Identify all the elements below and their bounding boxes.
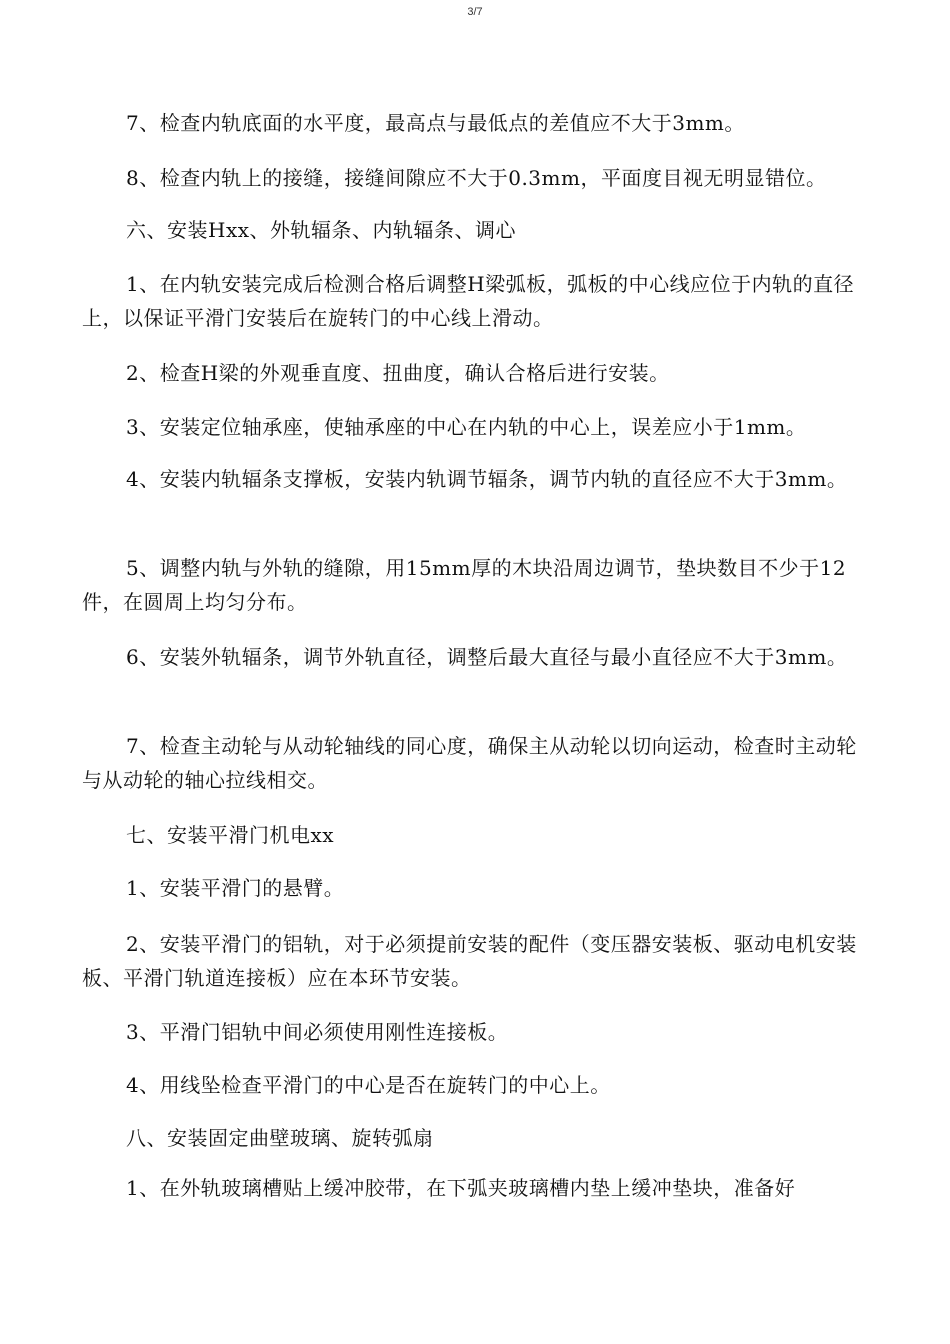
section-heading-7: 七、安装平滑门机电xx [126,823,335,847]
paragraph-cantilever: 1、安装平滑门的悬臂。 [126,876,345,900]
paragraph-inspect-seams: 8、检查内轨上的接缝，接缝间隙应不大于0.3mm，平面度目视无明显错位。 [126,166,827,190]
paragraph-plumb-check: 4、用线坠检查平滑门的中心是否在旋转门的中心上。 [126,1073,611,1097]
paragraph-inspect-bottom-level: 7、检查内轨底面的水平度，最高点与最低点的差值应不大于3mm。 [126,111,745,135]
paragraph-outer-spokes: 6、安装外轨辐条，调节外轨直径，调整后最大直径与最小直径应不大于3mm。 [126,645,848,669]
paragraph-aluminum-rail: 2、安装平滑门的铝轨，对于必须提前安装的配件（变压器安装板、驱动电机安装板、平滑门轨道连接板）应在本环节安装。 [82,932,857,990]
paragraph-concentricity: 7、检查主动轮与从动轮轴线的同心度，确保主从动轮以切向运动，检查时主动轮与从动轮的轴心拉线相交。 [82,734,857,792]
paragraph-buffer-tape: 1、在外轨玻璃槽贴上缓冲胶带，在下弧夹玻璃槽内垫上缓冲垫块，准备好 [126,1176,796,1200]
paragraph-rigid-plate: 3、平滑门铝轨中间必须使用刚性连接板。 [126,1020,509,1044]
paragraph-check-h-beam: 2、检查H梁的外观垂直度、扭曲度，确认合格后进行安装。 [126,361,670,385]
page-number: 3/7 [467,6,483,18]
section-heading-6: 六、安装Hxx、外轨辐条、内轨辐条、调心 [126,218,516,242]
paragraph-inner-spokes: 4、安装内轨辐条支撑板，安装内轨调节辐条，调节内轨的直径应不大于3mm。 [126,467,848,491]
paragraph-bearing-seat: 3、安装定位轴承座，使轴承座的中心在内轨的中心上，误差应小于1mm。 [126,415,807,439]
section-heading-8: 八、安装固定曲壁玻璃、旋转弧扇 [126,1126,434,1150]
paragraph-adjust-h-beam: 1、在内轨安装完成后检测合格后调整H梁弧板，弧板的中心线应位于内轨的直径上，以保证平滑门安装后在旋转门的中心线上滑动。 [82,272,855,330]
paragraph-rail-gap: 5、调整内轨与外轨的缝隙，用15mm厚的木块沿周边调节，垫块数目不少于12件，在圆周上均匀分布。 [82,556,847,614]
